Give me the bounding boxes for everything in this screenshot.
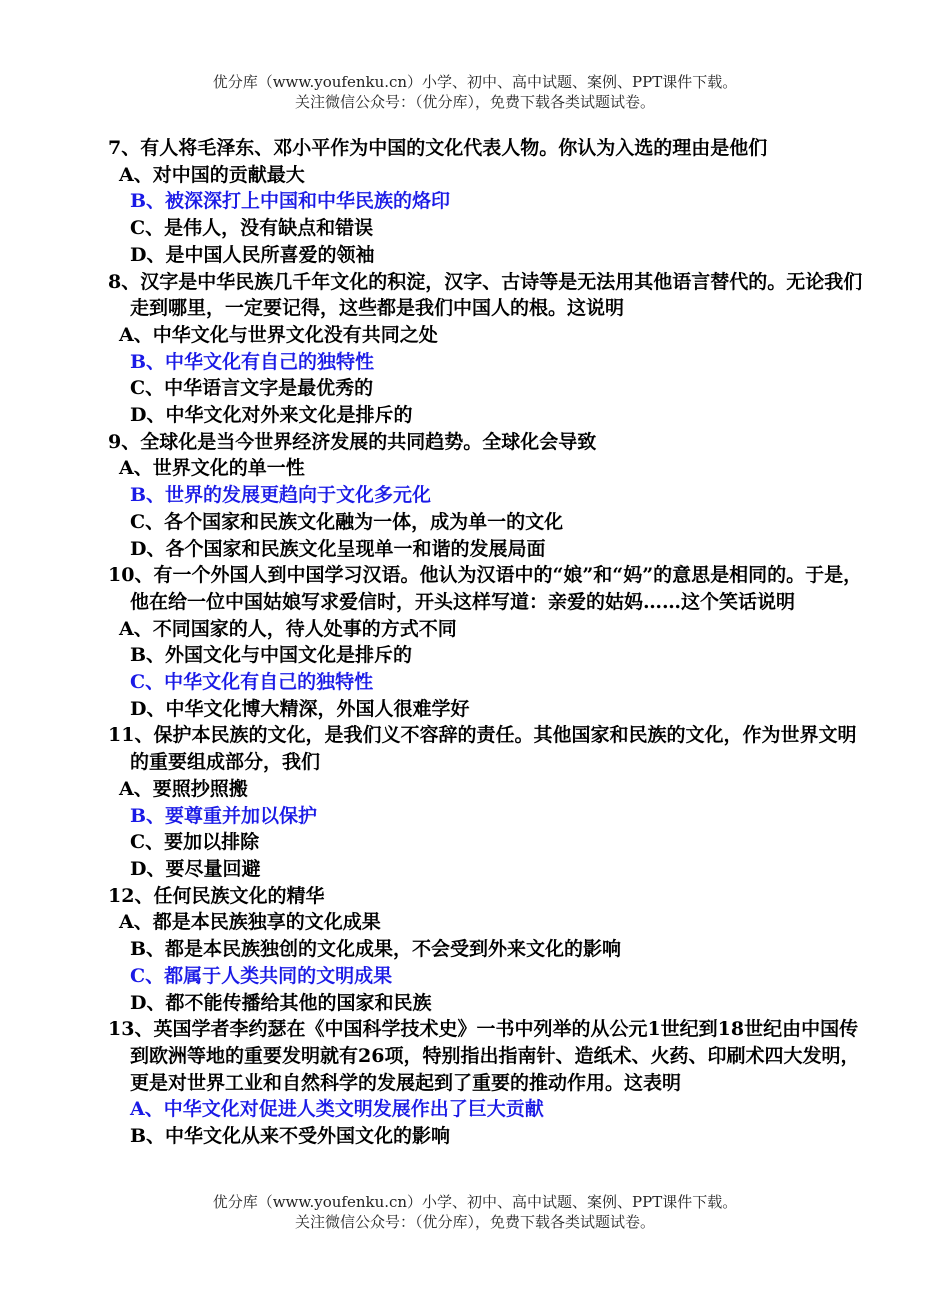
answer-option: B、世界的发展更趋向于文化多元化 (130, 484, 432, 507)
footer-line-2: 关注微信公众号：（优分库），免费下载各类试题试卷。 (294, 1213, 655, 1231)
question-text: 9、全球化是当今世界经济发展的共同趋势。全球化会导致 (108, 430, 597, 453)
question-text: 8、汉字是中华民族几千年文化的积淀，汉字、古诗等是无法用其他语言替代的。无论我们走到哪里，一定要记得，这些都是我们中国人的根。这说明 (108, 270, 863, 320)
option: C、要加以排除 (130, 831, 260, 854)
option: B、中华文化从来不受外国文化的影响 (130, 1125, 451, 1148)
answer-option: A、中华文化对促进人类文明发展作出了巨大贡献 (130, 1098, 544, 1121)
question-list (108, 135, 868, 1150)
option: D、是中国人民所喜爱的领袖 (130, 243, 375, 266)
answer-option: C、中华文化有自己的独特性 (130, 671, 374, 694)
option: C、是伟人，没有缺点和错误 (130, 217, 374, 240)
answer-option: B、要尊重并加以保护 (130, 804, 318, 827)
answer-option: C、都属于人类共同的文明成果 (130, 964, 393, 987)
question-text: 13、英国学者李约瑟在《中国科学技术史》一书中列举的从公元1世纪到18世纪由中国传到欧洲等地的重要发明就有26项，特别指出指南针、造纸术、火药、印刷术四大发明，更是对世界工业和自然科学的发展起到了重要的推动作用。这表明 (108, 1018, 860, 1094)
page-header (0, 72, 950, 112)
option: A、要照抄照搬 (119, 777, 248, 800)
option: D、都不能传播给其他的国家和民族 (130, 991, 432, 1014)
option: A、都是本民族独享的文化成果 (119, 911, 381, 934)
option: C、中华语言文字是最优秀的 (130, 377, 374, 400)
option: D、中华文化对外来文化是排斥的 (130, 404, 413, 427)
answer-option: B、被深深打上中国和中华民族的烙印 (130, 190, 451, 213)
option: A、世界文化的单一性 (119, 457, 305, 480)
option: C、各个国家和民族文化融为一体，成为单一的文化 (130, 510, 564, 533)
option: A、对中国的贡献最大 (119, 163, 305, 186)
answer-option: B、中华文化有自己的独特性 (130, 350, 375, 373)
option: A、不同国家的人，待人处事的方式不同 (119, 617, 457, 640)
option: D、要尽量回避 (130, 857, 261, 880)
header-line-2: 关注微信公众号：（优分库），免费下载各类试题试卷。 (294, 93, 655, 111)
option: B、都是本民族独创的文化成果，不会受到外来文化的影响 (130, 938, 622, 961)
question-text: 12、任何民族文化的精华 (108, 884, 325, 907)
question-text: 10、有一个外国人到中国学习汉语。他认为汉语中的“娘”和“妈”的意思是相同的。于是，他在给一位中国姑娘写求爱信时，开头这样写道：亲爱的姑妈……这个笑话说明 (108, 564, 863, 613)
option: B、外国文化与中国文化是排斥的 (130, 644, 413, 667)
option: D、中华文化博大精深，外国人很难学好 (130, 697, 470, 720)
question-text: 7、有人将毛泽东、邓小平作为中国的文化代表人物。你认为入选的理由是他们 (108, 137, 768, 159)
option: D、各个国家和民族文化呈现单一和谐的发展局面 (130, 537, 546, 560)
footer-line-1: 优分库（www.youfenku.cn）小学、初中、高中试题、案例、PPT课件下载。 (212, 1193, 738, 1211)
header-line-1: 优分库（www.youfenku.cn）小学、初中、高中试题、案例、PPT课件下载。 (212, 73, 738, 91)
option: A、中华文化与世界文化没有共同之处 (119, 323, 438, 346)
question-text: 11、保护本民族的文化，是我们义不容辞的责任。其他国家和民族的文化，作为世界文明的重要组成部分，我们 (108, 724, 857, 774)
page-footer (0, 1192, 950, 1232)
